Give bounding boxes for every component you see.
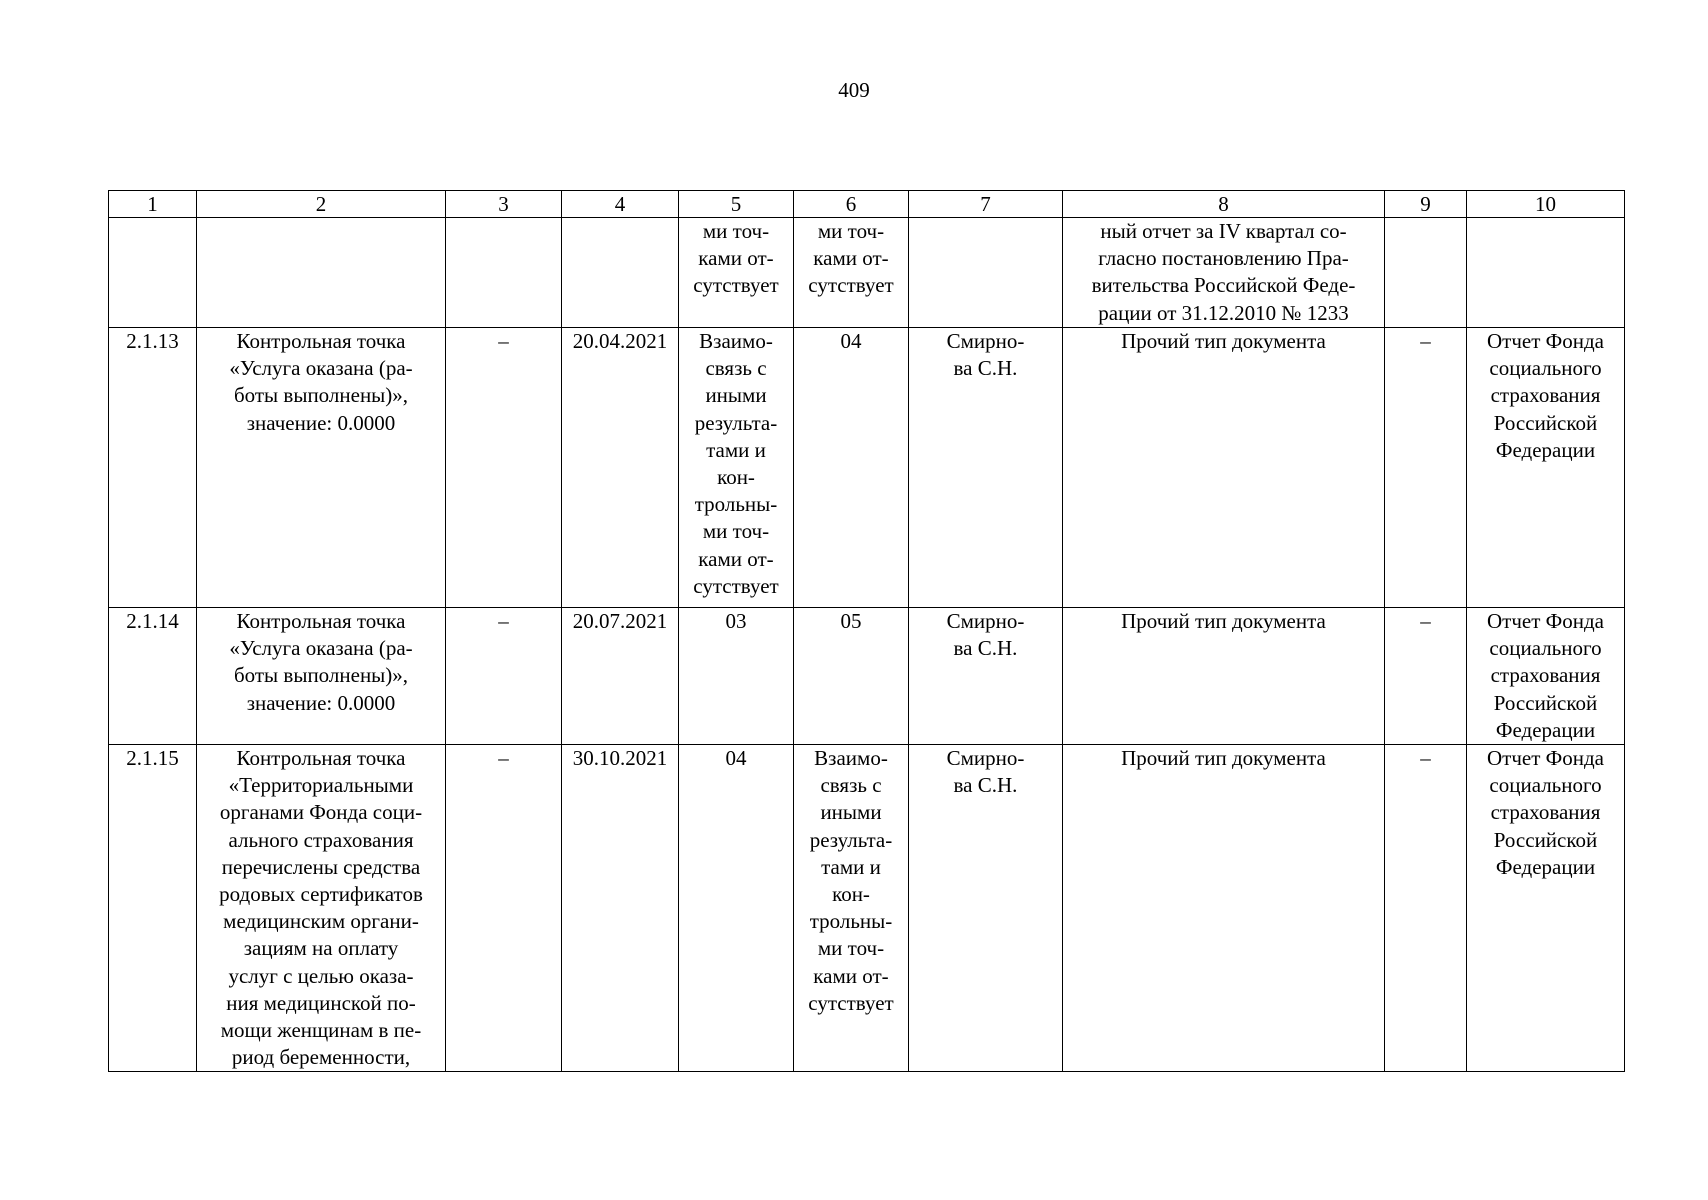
table-row: [109, 608, 1625, 745]
cell-text-line: мощи женщинам в пе-: [220, 1018, 422, 1043]
cell-col-5: [679, 328, 794, 608]
cell-col-5: [679, 608, 794, 745]
cell-text-line: Контрольная точка: [236, 329, 406, 353]
column-header: 3: [446, 191, 562, 218]
cell-text-line: Прочий тип документа: [1121, 746, 1326, 771]
cell-text-line: результа-: [694, 410, 778, 435]
cell-text-line: Контрольная точка: [236, 609, 406, 633]
cell-text-line: значение: 0.0000: [246, 690, 396, 715]
cell-text-line: гласно постановлению Пра-: [1098, 246, 1349, 271]
cell-text-line: Отчет Фонда: [1487, 329, 1604, 353]
cell-text-line: сутствует: [808, 273, 894, 298]
cell-col-6: [794, 218, 909, 328]
cell-text-line: тами и: [706, 437, 766, 462]
cell-text-line: Федерации: [1495, 854, 1596, 879]
cell-text-line: Отчет Фонда: [1487, 609, 1604, 633]
cell-document-type: [1063, 745, 1385, 1072]
cell-text-line: Российской: [1493, 410, 1598, 435]
cell-col-6: [794, 608, 909, 745]
column-header: 6: [794, 191, 909, 218]
cell-text-line: 2.1.15: [126, 746, 179, 771]
cell-text-line: 2.1.13: [126, 329, 179, 353]
cell-text-line: ва С.Н.: [953, 773, 1018, 798]
cell-description: [197, 608, 446, 745]
cell-source: [1467, 608, 1625, 745]
cell-text-line: Контрольная точка: [236, 746, 406, 771]
cell-text-line: связь с: [705, 356, 767, 381]
cell-text-line: страхования: [1490, 383, 1601, 408]
page-number: 409: [838, 78, 870, 102]
cell-description: [197, 328, 446, 608]
cell-text-line: трольны-: [809, 909, 893, 934]
cell-text-line: вительства Российской Феде-: [1091, 273, 1356, 298]
table-row: [109, 328, 1625, 608]
cell-text-line: 05: [840, 609, 862, 633]
cell-text-line: Отчет Фонда: [1487, 746, 1604, 771]
cell-responsible: [909, 745, 1063, 1072]
cell-text-line: страхования: [1490, 663, 1601, 688]
cell-text-line: ный отчет за IV квартал со-: [1100, 219, 1347, 243]
cell-col-3: [446, 745, 562, 1072]
cell-text-line: ми точ-: [702, 519, 770, 544]
cell-text-line: социального: [1489, 773, 1602, 798]
cell-text-line: ками от-: [698, 246, 774, 271]
cell-col-6: [794, 745, 909, 1072]
cell-document-type: [1063, 328, 1385, 608]
cell-col-6: [794, 328, 909, 608]
cell-text-line: результа-: [809, 827, 893, 852]
table-row: [109, 218, 1625, 328]
cell-source: [1467, 328, 1625, 608]
cell-date: [562, 608, 679, 745]
cell-text-line: страхования: [1490, 800, 1601, 825]
cell-text-line: 03: [725, 609, 747, 633]
cell-text-line: Прочий тип документа: [1121, 609, 1326, 633]
cell-text-line: ния медицинской по-: [226, 990, 416, 1015]
cell-document-type: [1063, 608, 1385, 745]
cell-text-line: боты выполнены)»,: [233, 383, 409, 408]
cell-text-line: зациям на оплату: [243, 936, 399, 961]
cell-text-line: ми точ-: [817, 936, 885, 961]
cell-responsible: [909, 328, 1063, 608]
cell-text-line: Смирно-: [946, 746, 1025, 771]
cell-text-line: связь с: [820, 773, 882, 798]
cell-col-5: [679, 745, 794, 1072]
cell-row-number: [109, 218, 197, 328]
column-header: 4: [562, 191, 679, 218]
column-header: 9: [1385, 191, 1467, 218]
cell-text-line: услуг с целью оказа-: [228, 963, 414, 988]
cell-text-line: 20.07.2021: [572, 609, 668, 633]
cell-text-line: риод беременности,: [231, 1045, 411, 1070]
cell-source: [1467, 218, 1625, 328]
column-header: 10: [1467, 191, 1625, 218]
cell-text-line: родовых сертификатов: [219, 882, 423, 907]
cell-text-line: социального: [1489, 636, 1602, 661]
cell-text-line: трольны-: [694, 492, 778, 517]
cell-text-line: ками от-: [813, 246, 889, 271]
cell-text-line: боты выполнены)»,: [233, 663, 409, 688]
cell-row-number: [109, 608, 197, 745]
cell-text-line: ва С.Н.: [953, 636, 1018, 661]
cell-date: [562, 218, 679, 328]
cell-col-9: [1385, 745, 1467, 1072]
cell-text-line: –: [498, 746, 509, 771]
cell-text-line: кон-: [832, 882, 870, 907]
cell-text-line: 04: [725, 746, 747, 771]
cell-text-line: ва С.Н.: [953, 356, 1018, 381]
cell-text-line: Федерации: [1495, 437, 1596, 462]
cell-text-line: Федерации: [1495, 717, 1596, 742]
cell-text-line: Смирно-: [946, 609, 1025, 633]
cell-text-line: –: [1420, 746, 1431, 771]
cell-col-5: [679, 218, 794, 328]
cell-text-line: «Услуга оказана (ра-: [229, 356, 413, 381]
cell-text-line: 20.04.2021: [572, 329, 668, 353]
cell-text-line: 2.1.14: [126, 609, 179, 633]
cell-row-number: [109, 328, 197, 608]
cell-text-line: Смирно-: [946, 329, 1025, 353]
cell-text-line: социального: [1489, 356, 1602, 381]
cell-col-9: [1385, 608, 1467, 745]
cell-row-number: [109, 745, 197, 1072]
cell-source: [1467, 745, 1625, 1072]
cell-text-line: Прочий тип документа: [1121, 329, 1326, 353]
cell-text-line: ми точ-: [817, 219, 885, 243]
cell-text-line: Взаимо-: [699, 329, 773, 353]
cell-text-line: «Территориальными: [228, 773, 414, 798]
column-header: 2: [197, 191, 446, 218]
cell-text-line: Российской: [1493, 690, 1598, 715]
cell-document-type: [1063, 218, 1385, 328]
cell-text-line: ками от-: [698, 546, 774, 571]
cell-text-line: Взаимо-: [814, 746, 888, 771]
cell-col-3: [446, 608, 562, 745]
data-table: [108, 190, 1625, 1072]
cell-text-line: –: [498, 609, 509, 633]
cell-text-line: перечислены средства: [221, 854, 421, 879]
cell-description: [197, 745, 446, 1072]
cell-date: [562, 745, 679, 1072]
cell-col-9: [1385, 328, 1467, 608]
cell-text-line: ками от-: [813, 963, 889, 988]
cell-text-line: –: [1420, 329, 1431, 353]
cell-text-line: ми точ-: [702, 219, 770, 243]
column-header: 1: [109, 191, 197, 218]
cell-text-line: рации от 31.12.2010 № 1233: [1098, 300, 1349, 325]
cell-description: [197, 218, 446, 328]
cell-text-line: кон-: [717, 465, 755, 490]
column-header: 8: [1063, 191, 1385, 218]
cell-text-line: Российской: [1493, 827, 1598, 852]
column-header: 7: [909, 191, 1063, 218]
cell-text-line: сутствует: [808, 990, 894, 1015]
cell-text-line: сутствует: [693, 573, 779, 598]
cell-text-line: иными: [705, 383, 767, 408]
cell-col-3: [446, 218, 562, 328]
cell-text-line: 30.10.2021: [572, 746, 668, 771]
cell-text-line: 04: [840, 329, 862, 353]
cell-col-3: [446, 328, 562, 608]
column-header-row: [109, 191, 1625, 218]
cell-text-line: значение: 0.0000: [246, 410, 396, 435]
cell-text-line: –: [1420, 609, 1431, 633]
cell-responsible: [909, 218, 1063, 328]
cell-text-line: медицинским органи-: [223, 909, 419, 934]
cell-col-9: [1385, 218, 1467, 328]
cell-responsible: [909, 608, 1063, 745]
cell-text-line: иными: [820, 800, 882, 825]
cell-text-line: тами и: [821, 854, 881, 879]
cell-text-line: сутствует: [693, 273, 779, 298]
column-header: 5: [679, 191, 794, 218]
cell-date: [562, 328, 679, 608]
cell-text-line: «Услуга оказана (ра-: [229, 636, 413, 661]
table-row: [109, 745, 1625, 1072]
cell-text-line: –: [498, 329, 509, 353]
cell-text-line: органами Фонда соци-: [219, 800, 423, 825]
cell-text-line: ального страхования: [228, 827, 414, 852]
